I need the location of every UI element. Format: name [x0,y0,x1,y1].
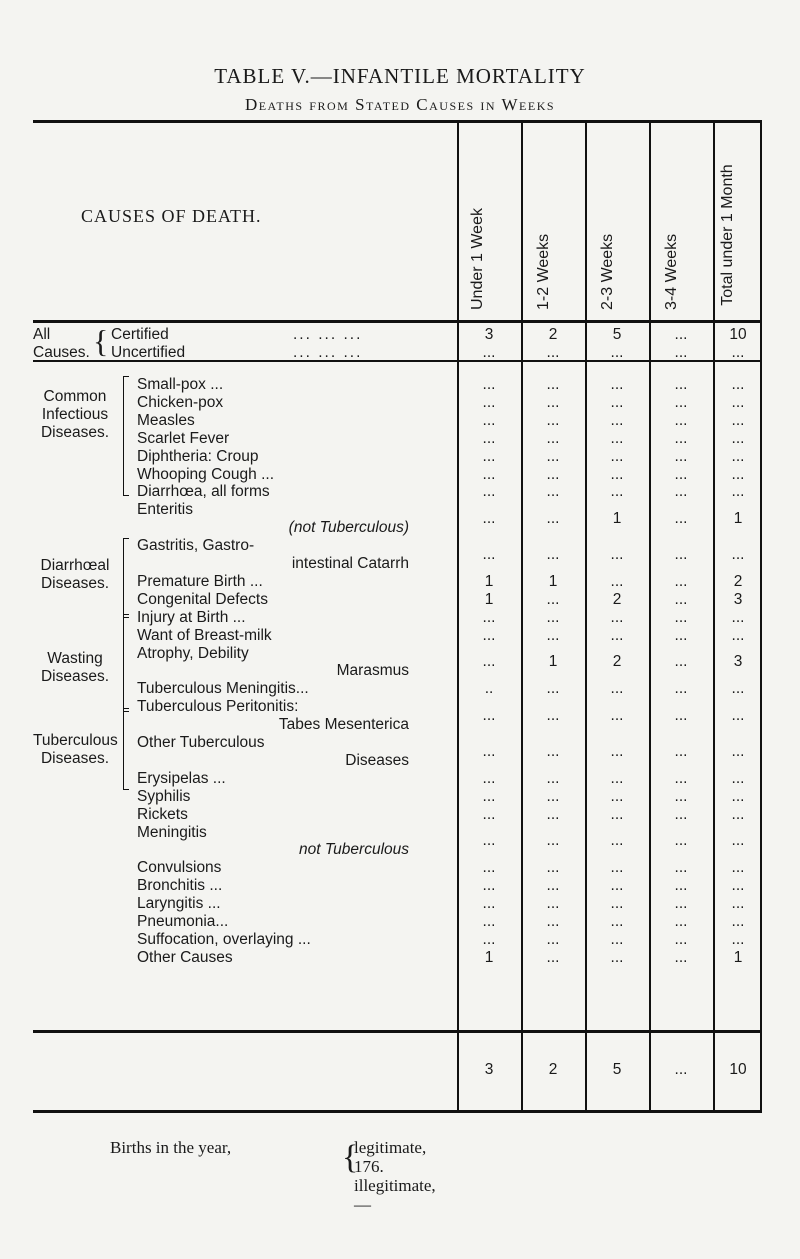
row-label: Want of Breast-milk [137,626,272,644]
data-cell: ... [610,948,624,966]
data-cell: 1 [484,572,494,590]
data-cell: ... [610,913,624,930]
data-cell: ... [546,510,560,528]
row-label: Meningitis [137,823,207,841]
data-cell: ... [482,787,496,805]
data-cell: ... [674,411,688,429]
data-cell: ... [482,546,496,564]
data-cell: ... [482,393,496,411]
data-cell: ... [610,895,624,913]
table-title: TABLE V.—INFANTILE MORTALITY [214,64,586,88]
group-bracket [123,708,129,790]
data-cell: 2 [733,572,743,590]
data-cell: 1 [612,510,622,528]
data-cell: 1 [733,948,743,966]
data-cell: 5 [612,326,622,343]
data-cell: ... [674,895,688,913]
total-cell: 3 [484,1061,494,1078]
col-header-under-1-week: Under 1 Week [469,208,486,310]
data-cell: ... [610,483,624,501]
data-cell: ... [482,769,496,787]
all-causes-group-1: All [33,326,51,343]
data-cell: ... [610,769,624,787]
data-cell: ... [674,546,688,564]
row-label: Laryngitis ... [137,895,221,913]
data-cell: ... [546,626,560,644]
data-cell: ... [482,429,496,447]
data-cell: ... [674,877,688,895]
group-name-line: Diseases. [40,575,110,592]
row-label-continued: not Tuberculous [299,841,409,859]
data-cell: 2 [612,653,622,671]
data-cell: ... [731,805,745,823]
data-cell: 1 [548,572,558,590]
data-cell: ... [482,859,496,877]
data-cell: ... [546,393,560,411]
data-cell: ... [610,787,624,805]
data-cell: ... [610,344,624,361]
data-cell: 1 [733,510,743,528]
data-cell: ... [546,344,560,361]
data-cell: ... [546,859,560,877]
data-cell: ... [546,877,560,895]
data-cell: ... [731,447,745,465]
row-label: Suffocation, overlaying ... [137,930,311,948]
data-cell: 3 [733,590,743,608]
row-label: Whooping Cough ... [137,465,275,483]
data-cell: ... [731,742,745,760]
births-breakdown [354,1138,436,1214]
births-label: Births in the year, [110,1138,232,1157]
data-cell: ... [731,707,745,725]
data-cell: ... [610,742,624,760]
data-cell: ... [731,429,745,447]
data-cell: 1 [548,653,558,671]
data-cell: ... [674,344,688,361]
data-cell: ... [482,653,496,671]
data-cell: ... [610,930,624,948]
footer-brace: { [342,1139,359,1176]
data-cell: ... [482,805,496,823]
data-cell: 1 [484,590,494,608]
row-label: Rickets [137,805,188,823]
data-cell: ... [546,895,560,913]
group-bracket [123,614,129,712]
data-cell: ... [610,626,624,644]
row-label: Chicken-pox [137,393,224,411]
row-label: Other Causes [137,948,233,966]
row-label: Enteritis [137,501,193,519]
data-cell: ... [674,930,688,948]
all-causes-group-2: Causes. [33,344,90,361]
totals-top-rule [33,1030,762,1033]
row-label-continued: (not Tuberculous) [288,519,409,537]
col-header-total-under-1-month: Total under 1 Month [719,164,736,306]
group-name-line: Diarrhœal [40,557,110,574]
data-cell: ... [610,707,624,725]
total-cell: 10 [729,1061,747,1078]
row-label-continued: Diseases [345,751,409,769]
data-cell: ... [546,465,560,483]
group-name-line: Diseases. [40,424,110,441]
row-certified-label: Certified [111,326,169,343]
group-tuberculous [33,732,117,768]
bottom-rule [33,1110,762,1113]
row-label: Pneumonia... [137,913,229,930]
row-label: Small-pox ... [137,376,224,393]
data-cell: ... [674,626,688,644]
data-cell: ... [610,376,624,393]
data-cell: ... [482,411,496,429]
data-cell: ... [482,913,496,930]
col-header-3-4-weeks: 3-4 Weeks [663,233,680,310]
data-cell: ... [546,546,560,564]
data-cell: ... [546,832,560,850]
data-cell: ... [546,769,560,787]
row-label: Tuberculous Meningitis... [137,680,309,698]
data-cell: ... [731,930,745,948]
data-cell: ... [731,832,745,850]
row-label: Injury at Birth ... [137,608,246,626]
col-header-2-3-weeks: 2-3 Weeks [599,233,616,310]
data-cell: ... [546,376,560,393]
data-cell: ... [482,707,496,725]
data-cell: ... [482,877,496,895]
data-cell: ... [674,787,688,805]
data-cell: 3 [733,653,743,671]
data-cell: ... [674,742,688,760]
data-cell: ... [731,465,745,483]
data-cell: ... [674,948,688,966]
data-cell: ... [610,572,624,590]
data-cell: ... [731,626,745,644]
group-name-line: Diseases. [40,750,110,767]
births-illegitimate: illegitimate, — [354,1176,436,1214]
data-cell: ... [731,411,745,429]
row-label-continued: intestinal Catarrh [291,555,409,572]
row-label: Tuberculous Peritonitis: [137,698,299,716]
data-cell: ... [674,326,688,343]
group-name-line: Common [43,388,107,405]
data-cell: ... [482,930,496,948]
data-cell: ... [482,376,496,393]
births-legitimate: legitimate, 176. [354,1138,427,1176]
data-cell: ... [546,930,560,948]
row-uncertified-label: Uncertified [111,344,186,361]
table-subtitle: Deaths from Stated Causes in Weeks [244,95,556,114]
data-cell: ... [674,447,688,465]
data-cell: ... [482,447,496,465]
header-rule [33,320,762,323]
data-cell: ... [546,948,560,966]
row-label-continued: Marasmus [336,662,409,680]
row-label: Scarlet Fever [137,429,230,447]
data-cell: ... [731,344,745,361]
data-cell: ... [482,895,496,913]
top-rule [33,120,762,123]
causes-header: CAUSES OF DEATH. [81,206,262,226]
data-cell: ... [482,465,496,483]
group-common-infectious [33,388,117,442]
group-name-line: Diseases. [40,668,110,685]
data-cell: ... [546,608,560,626]
data-cell: ... [546,707,560,725]
data-cell: .. [484,680,494,698]
births-footer [110,1138,436,1214]
leader-dots: ... ... ... [293,326,363,343]
data-cell: ... [674,769,688,787]
all-causes-brace: { [93,323,109,359]
data-cell: ... [610,546,624,564]
row-label: Other Tuberculous [137,734,265,751]
row-label: Gastritis, Gastro- [137,537,255,555]
group-bracket [123,538,129,618]
data-cell: ... [731,859,745,877]
group-name-line: Infectious [41,406,109,423]
data-cell: ... [610,447,624,465]
data-cell: ... [610,608,624,626]
data-cell: ... [674,465,688,483]
data-cell: ... [731,608,745,626]
data-cell: 2 [548,326,558,343]
data-cell: ... [731,376,745,393]
data-cell: ... [610,832,624,850]
data-cell: ... [674,510,688,528]
group-name-line: Tuberculous [33,732,118,749]
data-cell: ... [546,411,560,429]
data-cell: ... [482,626,496,644]
row-label: Diphtheria: Croup [137,447,259,465]
data-cell: ... [482,483,496,501]
data-cell: ... [674,805,688,823]
row-label: Measles [137,411,195,429]
data-cell: ... [610,411,624,429]
data-cell: ... [610,877,624,895]
data-cell: ... [546,680,560,698]
data-cell: ... [546,787,560,805]
group-diarrhoeal [33,557,117,593]
total-cell: 2 [548,1061,558,1078]
data-cell: ... [610,429,624,447]
row-label: Syphilis [137,787,191,805]
col-header-1-2-weeks: 1-2 Weeks [535,233,552,310]
data-cell: ... [610,805,624,823]
data-cell: ... [674,483,688,501]
data-cell: ... [546,483,560,501]
data-cell: ... [546,447,560,465]
data-cell: ... [482,608,496,626]
data-cell: ... [731,913,745,930]
data-cell: ... [674,859,688,877]
data-cell: 3 [484,326,494,343]
data-cell: 10 [729,326,747,343]
total-cell: ... [674,1061,688,1078]
row-label: Premature Birth ... [137,572,263,590]
data-cell: 1 [484,948,494,966]
data-cell: ... [546,913,560,930]
data-cell: ... [674,572,688,590]
data-cell: ... [610,465,624,483]
leader-dots: ... ... ... [293,344,363,361]
data-cell: ... [674,429,688,447]
data-cell: ... [610,859,624,877]
data-cell: ... [610,393,624,411]
row-label: Congenital Defects [137,590,268,608]
data-cell: ... [674,707,688,725]
row-label: Convulsions [137,859,222,877]
data-cell: ... [674,913,688,930]
group-name-line: Wasting [47,650,103,667]
group-bracket [123,376,129,496]
row-label: Diarrhœa, all forms [137,483,270,501]
data-cell: ... [674,590,688,608]
data-cell: 2 [612,590,622,608]
row-label: Atrophy, Debility [137,644,249,662]
data-cell: ... [674,653,688,671]
data-cell: ... [731,877,745,895]
data-cell: ... [546,429,560,447]
data-cell: ... [731,483,745,501]
data-cell: ... [731,769,745,787]
total-cell: 5 [612,1061,622,1078]
data-cell: ... [482,742,496,760]
data-cell: ... [674,393,688,411]
data-cell: ... [482,344,496,361]
data-cell: ... [674,680,688,698]
data-cell: ... [731,895,745,913]
row-label-continued: Tabes Mesenterica [278,716,409,734]
data-cell: ... [731,393,745,411]
data-cell: ... [546,805,560,823]
data-cell: ... [482,832,496,850]
data-cell: ... [546,590,560,608]
group-wasting [33,650,117,686]
data-cell: ... [731,787,745,805]
data-cell: ... [731,546,745,564]
data-cell: ... [674,608,688,626]
data-cell: ... [482,510,496,528]
data-cell: ... [610,680,624,698]
data-cell: ... [546,742,560,760]
data-cell: ... [674,376,688,393]
row-label: Erysipelas ... [137,769,226,787]
row-label: Bronchitis ... [137,877,223,895]
data-cell: ... [731,680,745,698]
data-cell: ... [674,832,688,850]
mortality-table [33,120,762,1123]
